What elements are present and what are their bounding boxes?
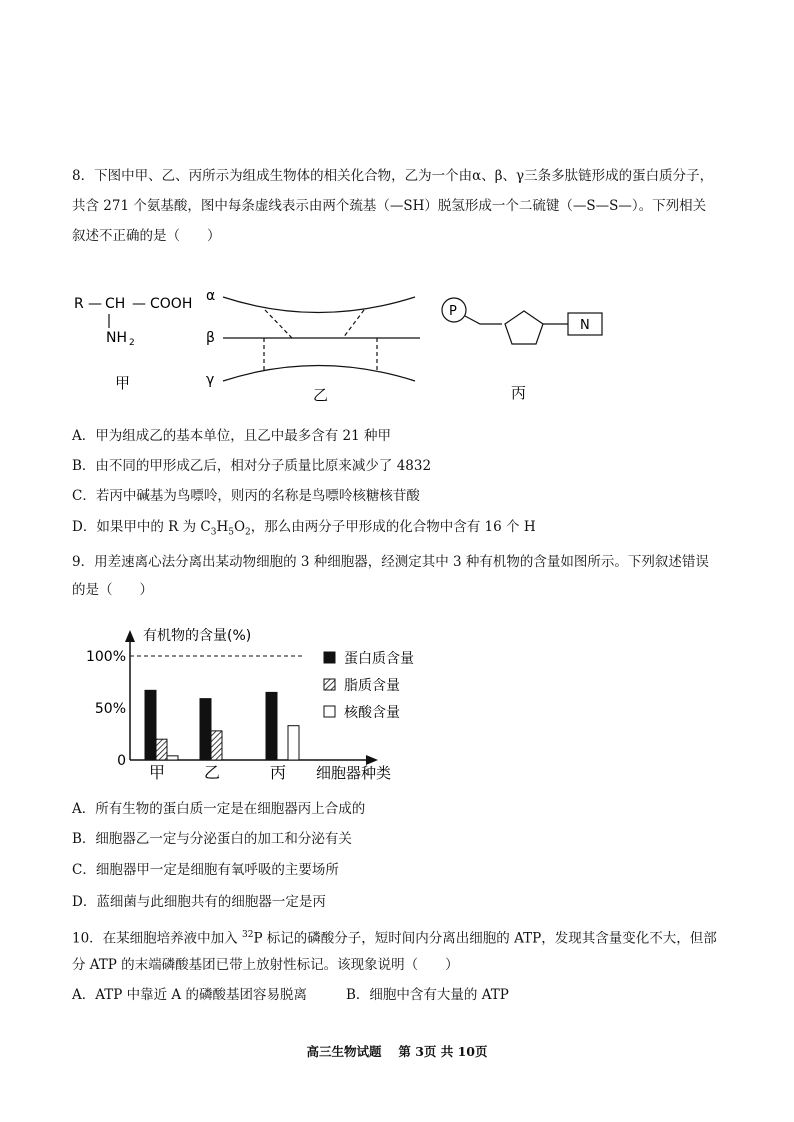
q8-option-d-pre: D．如果甲中的 R 为 C xyxy=(72,519,211,535)
label-n: N xyxy=(580,318,590,333)
phosphate-bond xyxy=(465,316,502,324)
pentose-pentagon xyxy=(505,311,543,344)
q8-stem-line1: 8．下图中甲、乙、丙所示为组成生物体的相关化合物，乙为一个由α、β、γ三条多肽链形成的蛋白质分子， xyxy=(72,168,714,184)
q9-stem-line2: 的是（ ） xyxy=(72,582,153,598)
q10-stem-post: P 标记的磷酸分子，短时间内分离出细胞的 ATP，发现其含量变化不大，但部 xyxy=(253,930,717,947)
gamma-chain xyxy=(223,366,415,382)
q10-stem-pre: 10．在某细胞培养液中加入 xyxy=(72,930,242,947)
label-gamma: γ xyxy=(206,372,215,388)
x-tick-label: 乙 xyxy=(204,763,221,782)
q8-stem-line2: 共含 271 个氨基酸，图中每条虚线表示由两个巯基（—SH）脱氢形成一个二硫键（—S—S—）。下列相关 xyxy=(72,198,707,214)
label-alpha: α xyxy=(206,288,216,304)
q10-option-a: A．ATP 中靠近 A 的磷酸基团容易脱离 xyxy=(72,987,307,1003)
bar-1-1 xyxy=(145,690,156,760)
bar-1-2 xyxy=(200,699,211,760)
bar-1-3 xyxy=(266,692,277,760)
aa-nh: NH xyxy=(106,330,127,346)
legend-label-2: 脂质含量 xyxy=(344,678,400,694)
disulfide-bond xyxy=(265,310,292,338)
aa-dash1: — xyxy=(88,296,102,312)
q8-option-a: A．甲为组成乙的基本单位，且乙中最多含有 21 种甲 xyxy=(72,428,392,444)
caption-bing: 丙 xyxy=(511,384,527,402)
q9-option-b: B．细胞器乙一定与分泌蛋白的加工和分泌有关 xyxy=(72,831,352,847)
y-axis-arrow xyxy=(125,630,135,642)
formula-o: O xyxy=(233,519,246,535)
legend-swatch-1 xyxy=(324,652,335,663)
aa-dash2: — xyxy=(132,296,146,312)
chart-marks xyxy=(145,652,335,760)
organelle-content-chart xyxy=(70,622,450,782)
label-p: P xyxy=(449,304,457,319)
x-axis-label: 细胞器种类 xyxy=(316,764,392,782)
disulfide-bond xyxy=(343,310,364,338)
q10-stem-line1 xyxy=(72,925,717,949)
y-tick-label: 50% xyxy=(94,701,126,717)
bar-2-1 xyxy=(156,739,167,760)
aa-nh-subscript: 2 xyxy=(129,338,135,348)
aa-ch: CH xyxy=(105,296,126,312)
legend-swatch-2 xyxy=(324,679,335,690)
aa-r: R xyxy=(74,296,84,312)
alpha-chain xyxy=(223,297,415,313)
q8-option-b: B．由不同的甲形成乙后，相对分子质量比原来减少了 4832 xyxy=(72,458,432,474)
isotope-superscript: 32 xyxy=(241,930,254,940)
chart-text xyxy=(86,627,414,782)
formula-sub: 2 xyxy=(245,527,251,538)
caption-yi: 乙 xyxy=(313,386,329,404)
legend-label-1: 蛋白质含量 xyxy=(344,651,414,667)
amino-acid-structure xyxy=(74,296,192,348)
bar-3-3 xyxy=(288,726,299,760)
y-tick-label: 100% xyxy=(85,649,126,665)
q10-option-b: B．细胞中含有大量的 ATP xyxy=(346,987,509,1003)
q9-option-a: A．所有生物的蛋白质一定是在细胞器丙上合成的 xyxy=(72,801,366,817)
formula-sub: 5 xyxy=(228,527,234,538)
q8-figure xyxy=(60,278,660,408)
formula-sub: 3 xyxy=(210,527,217,538)
caption-jia: 甲 xyxy=(115,374,131,392)
y-axis-label: 有机物的含量(%) xyxy=(143,628,252,644)
bar-2-2 xyxy=(211,731,222,760)
q9-option-d: D．蓝细菌与此细胞共有的细胞器一定是丙 xyxy=(72,894,326,910)
nucleotide-structure xyxy=(442,298,602,344)
label-beta: β xyxy=(206,330,215,346)
x-tick-label: 甲 xyxy=(149,763,166,782)
q9-stem-line1: 9．用差速离心法分离出某动物细胞的 3 种细胞器，经测定其中 3 种有机物的含量如图所示。下列叙述错误 xyxy=(72,554,709,570)
q8-option-d-post: ，那么由两分子甲形成的化合物中含有 16 个 H xyxy=(250,519,536,535)
legend-label-3: 核酸含量 xyxy=(344,705,400,721)
q8-option-c: C．若丙中碱基为鸟嘌呤，则丙的名称是鸟嘌呤核糖核苷酸 xyxy=(72,488,420,504)
q8-stem-line3: 叙述不正确的是（ ） xyxy=(72,228,221,244)
y-tick-label: 0 xyxy=(117,753,126,769)
page-footer: 高三生物试题 第 3页 共 10页 xyxy=(306,1044,488,1059)
protein-chains xyxy=(223,297,420,381)
q9-option-c: C．细胞器甲一定是细胞有氧呼吸的主要场所 xyxy=(72,862,339,878)
bar-3-1 xyxy=(167,756,178,760)
x-tick-label: 丙 xyxy=(270,763,287,782)
legend-swatch-3 xyxy=(324,706,335,717)
q10-stem-line2: 分 ATP 的末端磷酸基团已带上放射性标记。该现象说明（ ） xyxy=(72,957,459,973)
aa-cooh: COOH xyxy=(150,296,193,312)
formula-h: H xyxy=(216,519,229,535)
q8-option-d xyxy=(72,517,536,543)
